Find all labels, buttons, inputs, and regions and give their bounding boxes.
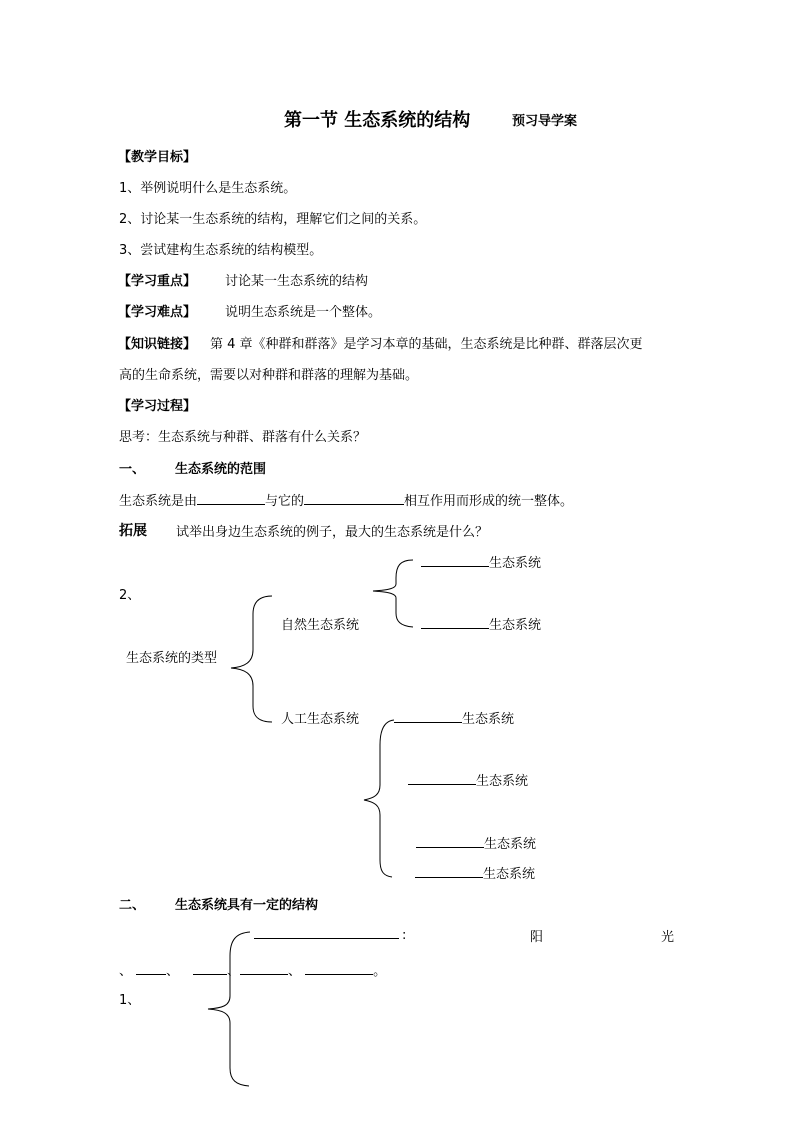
separator: 、 <box>227 964 241 979</box>
brace-types-root <box>231 596 272 722</box>
colon: : <box>402 928 407 943</box>
definition-part-c: 相互作用而形成的统一整体。 <box>404 494 574 509</box>
extend-text: 试举出身边生态系统的例子，最大的生态系统是什么？ <box>176 525 489 540</box>
subtype-label: 生态系统 <box>483 867 536 882</box>
natural-type-label: 自然生态系统 <box>281 618 360 633</box>
process-question: 思考：生态系统与种群、群落有什么关系？ <box>119 430 367 445</box>
subtype-label: 生态系统 <box>476 774 529 789</box>
key-point-label: 【学习重点】 <box>118 274 197 289</box>
process-heading: 【学习过程】 <box>118 399 197 414</box>
types-root-label: 生态系统的类型 <box>126 651 218 666</box>
sun-char-2: 光 <box>661 930 675 945</box>
extend-label: 拓展 <box>119 523 147 539</box>
definition-part-b: 与它的 <box>265 494 305 509</box>
link-label: 【知识链接】 <box>118 337 197 352</box>
section-1-title: 生态系统的范围 <box>175 462 267 477</box>
link-line-2: 高的生命系统，需要以对种群和群落的理解为基础。 <box>119 368 419 383</box>
brace-artificial <box>364 720 394 877</box>
objective-item-3: 3、尝试建构生态系统的结构模型。 <box>119 243 323 258</box>
page-title: 第一节 生态系统的结构 <box>284 110 471 131</box>
subtype-label: 生态系统 <box>489 618 542 633</box>
link-line-1: 第 4 章《种群和群落》是学习本章的基础，生态系统是比种群、群落层次更 <box>210 337 643 352</box>
objectives-heading: 【教学目标】 <box>118 150 197 165</box>
section-2-title: 生态系统具有一定的结构 <box>175 898 319 913</box>
objective-item-2: 2、讨论某一生态系统的结构，理解它们之间的关系。 <box>119 212 427 227</box>
section-2-sub-number: 1、 <box>119 993 141 1008</box>
brace-natural <box>373 560 413 627</box>
page-subtitle: 预习导学案 <box>512 114 578 129</box>
difficulty-text: 说明生态系统是一个整体。 <box>225 305 382 320</box>
subtype-label: 生态系统 <box>462 712 515 727</box>
difficulty-label: 【学习难点】 <box>118 305 197 320</box>
section-2-number: 二、 <box>119 898 146 913</box>
separator: 、 <box>119 964 133 979</box>
subtype-label: 生态系统 <box>489 556 542 571</box>
separator: 、 <box>166 964 180 979</box>
artificial-type-label: 人工生态系统 <box>281 712 360 727</box>
definition-part-a: 生态系统是由 <box>119 494 198 509</box>
separator: 、 <box>288 964 302 979</box>
sun-char-1: 阳 <box>530 930 544 945</box>
brace-structure <box>208 932 250 1086</box>
key-point-text: 讨论某一生态系统的结构 <box>225 274 369 289</box>
section-1-number: 一、 <box>119 462 146 477</box>
subtype-label: 生态系统 <box>484 837 537 852</box>
objective-item-1: 1、举例说明什么是生态系统。 <box>119 181 297 196</box>
types-number: 2、 <box>119 588 141 603</box>
period: 。 <box>373 964 387 979</box>
